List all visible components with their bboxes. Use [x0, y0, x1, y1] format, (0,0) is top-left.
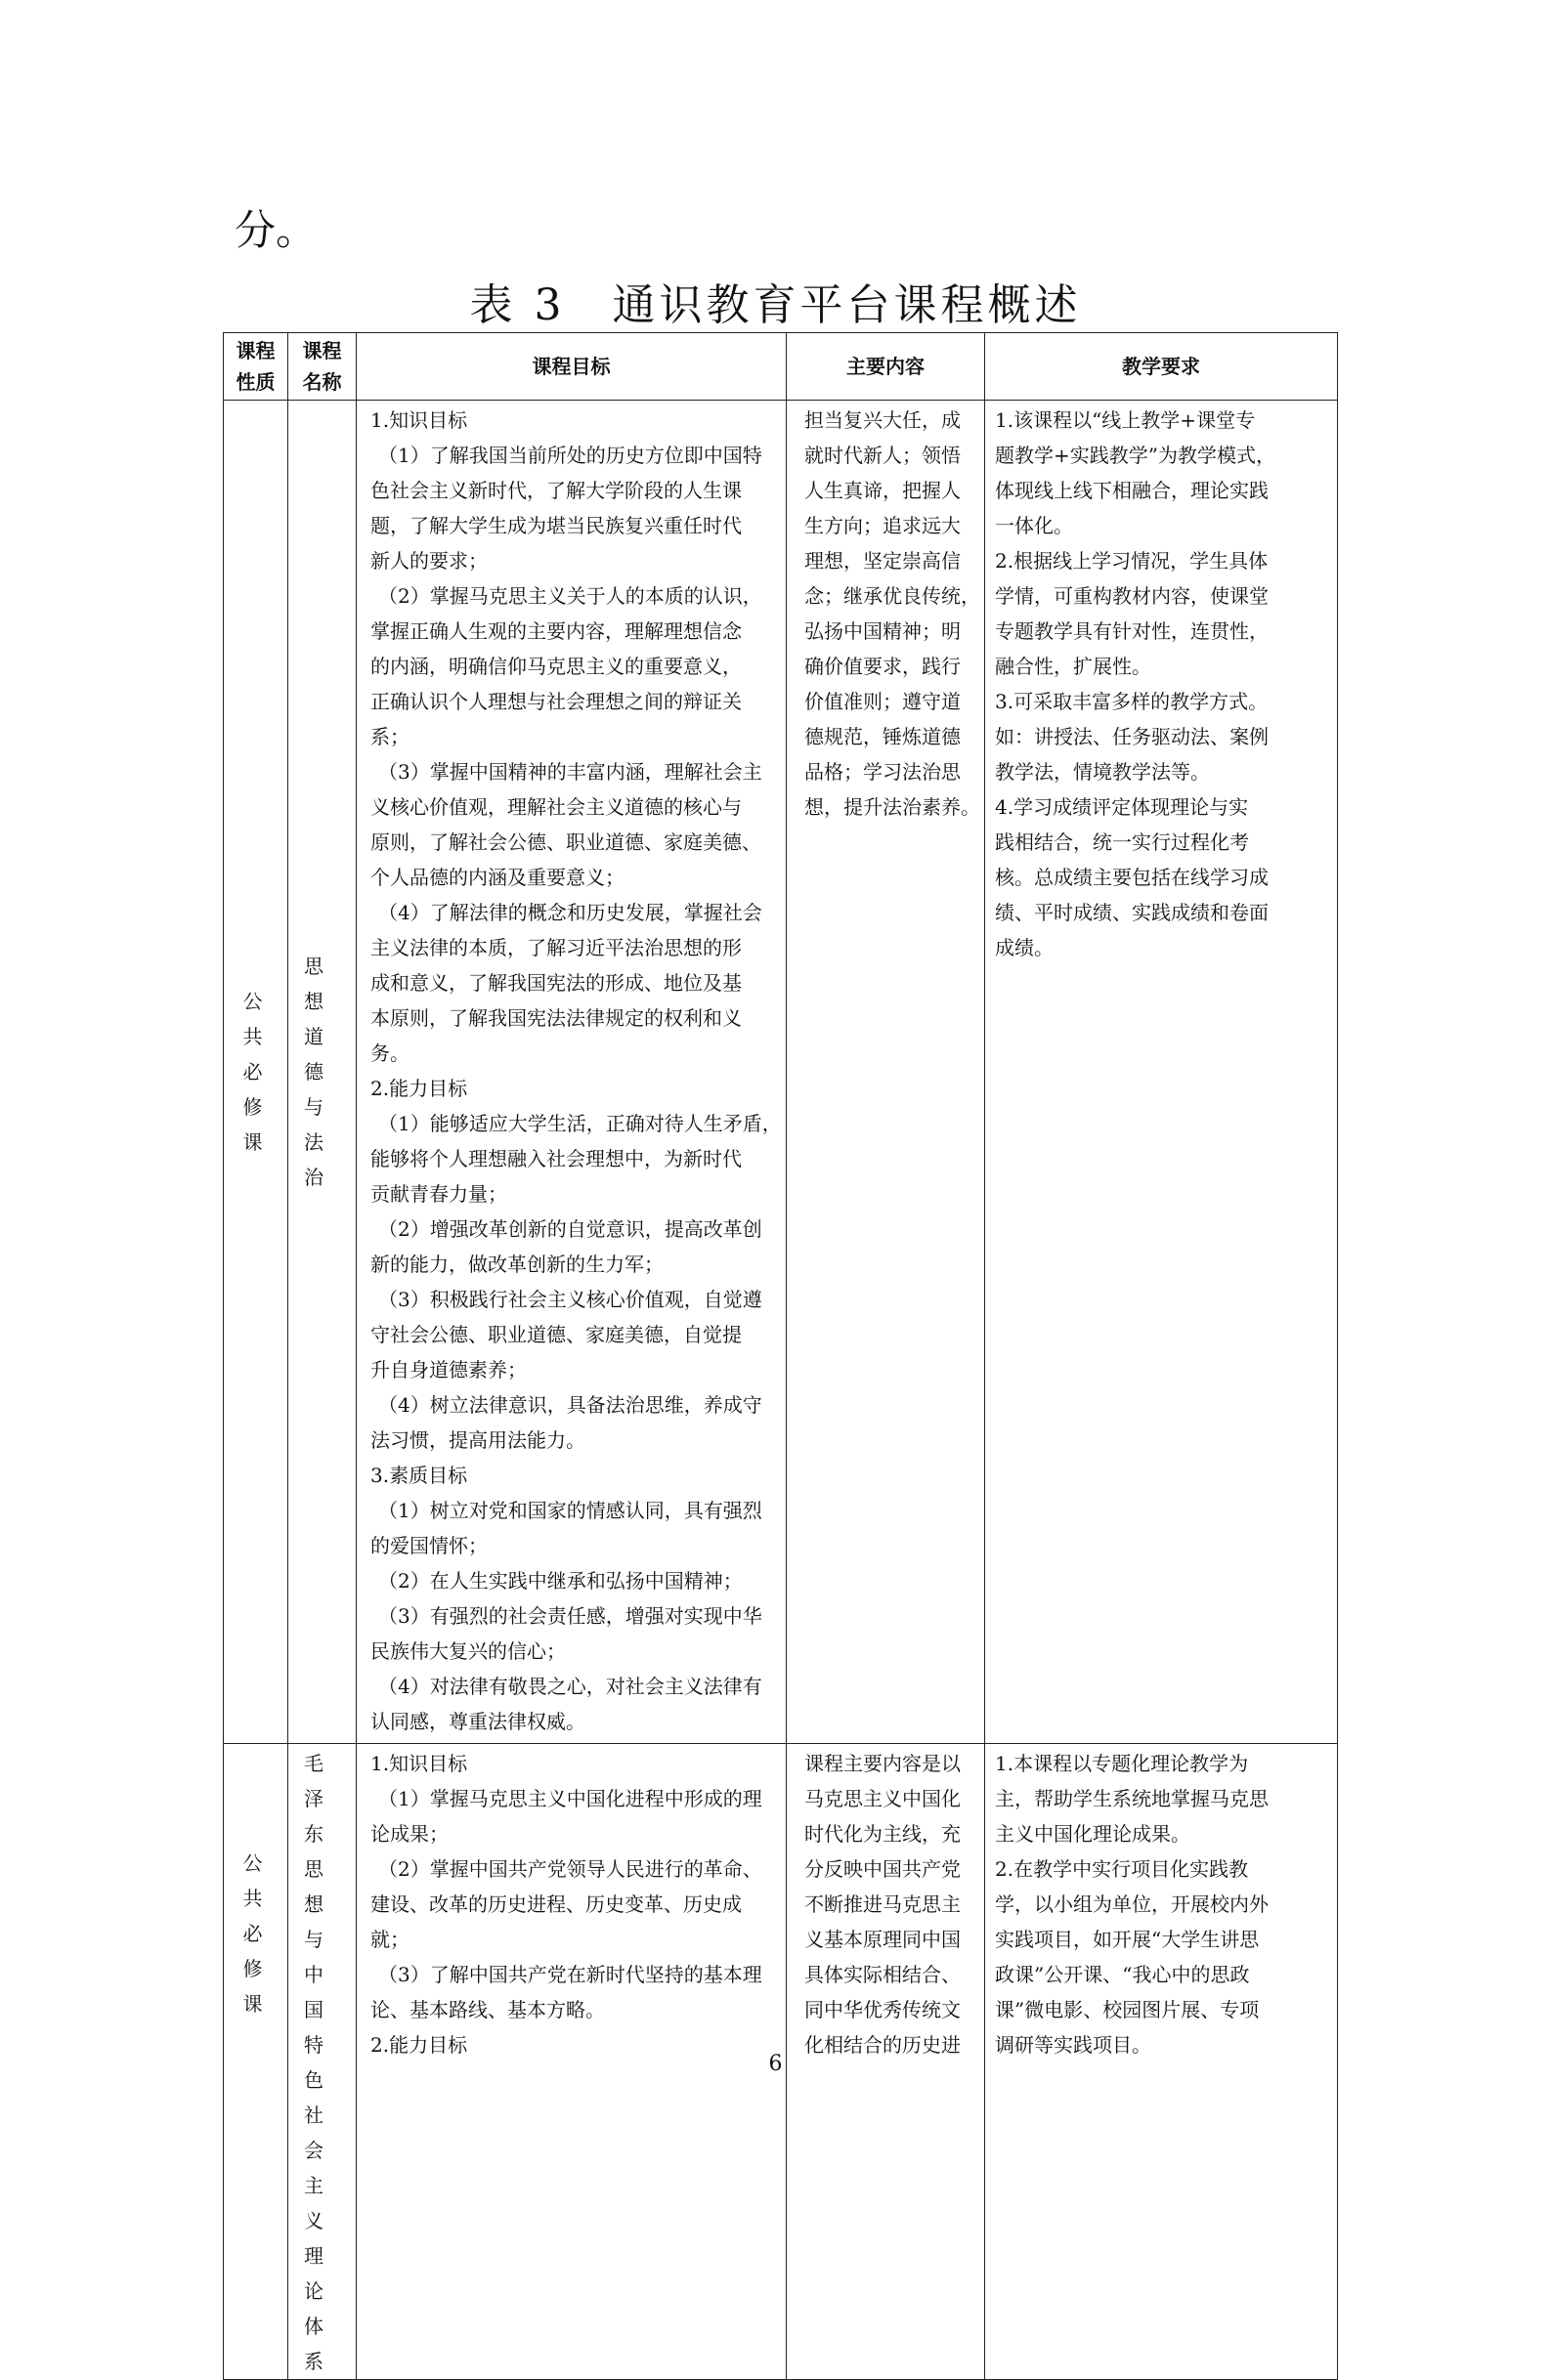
- goal-line: 论、基本路线、基本方略。: [370, 1998, 605, 2021]
- goal-line: （3）积极践行社会主义核心价值观，自觉遵: [378, 1288, 762, 1311]
- goal-line: （2）掌握马克思主义关于人的本质的认识，: [378, 584, 762, 608]
- requirement-line: 践相结合，统一实行过程化考: [995, 830, 1249, 854]
- goal-line: 1.知识目标: [370, 1752, 468, 1775]
- kind-line: 必 修: [242, 1060, 282, 1119]
- goal-line: （2）增强改革创新的自觉意识，提高改革创: [378, 1217, 762, 1241]
- name-line: 特 色: [304, 2033, 335, 2092]
- goal-line: （1）能够适应大学生活，正确对待人生矛盾，: [378, 1112, 782, 1135]
- name-line: 东 思: [304, 1822, 335, 1881]
- goal-line: 法习惯，提高用法能力。: [370, 1428, 585, 1452]
- requirement-line: 2.在教学中实行项目化实践教: [995, 1857, 1249, 1881]
- name-line: 与 法: [304, 1095, 335, 1154]
- table-header-row: [224, 333, 1338, 401]
- kind-line: 必 修: [242, 1922, 282, 1980]
- goal-line: 义核心价值观，理解社会主义道德的核心与: [370, 795, 742, 819]
- header-goals: 课程目标: [357, 333, 787, 401]
- goal-line: （4）了解法律的概念和历史发展，掌握社会: [378, 901, 762, 924]
- goal-line: 原则，了解社会公德、职业道德、家庭美德、: [370, 830, 761, 854]
- row2-kind-text: [237, 1846, 287, 2021]
- requirement-line: 政课”公开课、“我心中的思政: [995, 1963, 1250, 1986]
- content-line: 德规范，锤炼道德: [804, 725, 961, 748]
- goal-line: 2.能力目标: [370, 2033, 468, 2057]
- goal-line: 题，了解大学生成为堪当民族复兴重任时代: [370, 514, 742, 537]
- requirement-line: 题教学+实践教学”为教学模式，: [995, 444, 1275, 467]
- goal-line: 1.知识目标: [370, 408, 468, 432]
- row1-kind-text: [237, 984, 287, 1160]
- content-line: 就时代新人；领悟: [804, 444, 961, 467]
- content-line: 想，提升法治素养。: [804, 795, 980, 819]
- requirement-line: 3.可采取丰富多样的教学方式。: [995, 690, 1269, 713]
- row1-goals-cell: [357, 401, 787, 1744]
- content-line: 课程主要内容是以: [804, 1752, 961, 1775]
- content-line: 同中华优秀传统文: [804, 1998, 961, 2021]
- row1-name-text: [304, 949, 352, 1195]
- content-line: 马克思主义中国化: [804, 1787, 961, 1810]
- content-line: 价值准则；遵守道: [804, 690, 961, 713]
- row2-goals-list: [357, 1744, 786, 2066]
- kind-line: 课: [242, 1992, 282, 2016]
- name-line: 思 想: [304, 955, 335, 1013]
- goal-line: 主义法律的本质，了解习近平法治思想的形: [370, 936, 742, 959]
- content-line: 弘扬中国精神；明: [804, 619, 961, 643]
- requirement-line: 专题教学具有针对性，连贯性，: [995, 619, 1269, 643]
- header-name-text: [288, 335, 356, 398]
- name-line: 想 与: [304, 1892, 335, 1951]
- goal-line: （3）掌握中国精神的丰富内涵，理解社会主: [378, 760, 762, 784]
- goal-line: （1）掌握马克思主义中国化进程中形成的理: [378, 1787, 762, 1810]
- goal-line: （2）掌握中国共产党领导人民进行的革命、: [378, 1857, 762, 1881]
- goal-line: 个人品德的内涵及重要意义；: [370, 866, 625, 889]
- requirement-line: 主义中国化理论成果。: [995, 1822, 1190, 1846]
- goal-line: 新人的要求；: [370, 549, 488, 573]
- table-row: [224, 401, 1338, 1744]
- goal-line: 新的能力，做改革创新的生力军；: [370, 1253, 664, 1276]
- goal-line: 论成果；: [370, 1822, 449, 1846]
- header-kind: [224, 333, 288, 401]
- header-kind-line: 课程: [236, 339, 276, 362]
- requirement-line: 调研等实践项目。: [995, 2033, 1151, 2057]
- goal-line: 正确认识个人理想与社会理想之间的辩证关: [370, 690, 742, 713]
- requirement-line: 融合性，扩展性。: [995, 655, 1151, 678]
- goal-line: 系；: [370, 725, 409, 748]
- goal-line: 就；: [370, 1928, 409, 1951]
- goal-line: 认同感，尊重法律权威。: [370, 1710, 585, 1733]
- header-kind-line: 性质: [236, 370, 276, 394]
- requirement-line: 体现线上线下相融合，理论实践: [995, 479, 1269, 502]
- requirement-line: 如：讲授法、任务驱动法、案例: [995, 725, 1269, 748]
- requirement-line: 学，以小组为单位，开展校内外: [995, 1892, 1269, 1916]
- content-line: 确价值要求，践行: [804, 655, 961, 678]
- name-line: 主 义: [304, 2174, 335, 2232]
- goal-line: （2）在人生实践中继承和弘扬中国精神；: [378, 1569, 743, 1593]
- requirement-line: 课”微电影、校园图片展、专项: [995, 1998, 1260, 2021]
- row2-requirements-list: [985, 1744, 1337, 2066]
- content-line: 具体实际相结合、: [804, 1963, 961, 1986]
- goal-line: 本原则，了解我国宪法法律规定的权利和义: [370, 1006, 742, 1030]
- header-name-line: 名称: [302, 370, 342, 394]
- kind-line: 公 共: [242, 990, 282, 1048]
- content-line: 不断推进马克思主: [804, 1892, 961, 1916]
- goal-line: （1）树立对党和国家的情感认同，具有强烈: [378, 1499, 762, 1522]
- kind-line: 课: [242, 1130, 282, 1154]
- requirement-line: 核。总成绩主要包括在线学习成: [995, 866, 1269, 889]
- name-line: 社 会: [304, 2104, 335, 2162]
- goal-line: 能够将个人理想融入社会理想中，为新时代: [370, 1147, 742, 1170]
- row1-requirements-list: [985, 401, 1337, 969]
- row1-content-cell: [787, 401, 985, 1744]
- name-line: 中 国: [304, 1963, 335, 2021]
- requirement-line: 4.学习成绩评定体现理论与实: [995, 795, 1249, 819]
- row1-kind-cell: [224, 401, 288, 1744]
- goal-line: （4）对法律有敬畏之心，对社会主义法律有: [378, 1675, 762, 1698]
- requirement-line: 实践项目，如开展“大学生讲思: [995, 1928, 1260, 1951]
- goal-line: （4）树立法律意识，具备法治思维，养成守: [378, 1393, 762, 1417]
- row1-requirements-cell: [985, 401, 1338, 1744]
- requirement-line: 学情，可重构教材内容，使课堂: [995, 584, 1269, 608]
- requirement-line: 2.根据线上学习情况，学生具体: [995, 549, 1269, 573]
- header-requirements: 教学要求: [985, 333, 1338, 401]
- content-line: 理想，坚定崇高信: [804, 549, 961, 573]
- content-line: 义基本原理同中国: [804, 1928, 961, 1951]
- content-line: 人生真谛，把握人: [804, 479, 961, 502]
- requirement-line: 主，帮助学生系统地掌握马克思: [995, 1787, 1269, 1810]
- content-line: 时代化为主线，充: [804, 1822, 961, 1846]
- name-line: 道 德: [304, 1025, 335, 1084]
- goal-line: 民族伟大复兴的信心；: [370, 1639, 566, 1663]
- goal-line: 建设、改革的历史进程、历史变革、历史成: [370, 1892, 742, 1916]
- requirement-line: 绩、平时成绩、实践成绩和卷面: [995, 901, 1269, 924]
- goal-line: 的爱国情怀；: [370, 1534, 488, 1557]
- lead-text: 分。: [235, 206, 318, 254]
- requirement-line: 1.该课程以“线上教学+课堂专: [995, 408, 1256, 432]
- goal-line: （3）了解中国共产党在新时代坚持的基本理: [378, 1963, 762, 1986]
- header-kind-text: [224, 335, 287, 398]
- goal-line: 的内涵，明确信仰马克思主义的重要意义，: [370, 655, 742, 678]
- goal-line: 守社会公德、职业道德、家庭美德，自觉提: [370, 1323, 742, 1346]
- requirement-line: 1.本课程以专题化理论教学为: [995, 1752, 1249, 1775]
- page-number: 6: [768, 2052, 783, 2076]
- kind-line: 公 共: [242, 1851, 282, 1910]
- goal-line: 务。: [370, 1041, 409, 1065]
- table-caption: 表 3 通识教育平台课程概述: [469, 280, 1082, 330]
- goal-line: 3.素质目标: [370, 1464, 468, 1487]
- content-line: 分反映中国共产党: [804, 1857, 961, 1881]
- name-line: 治: [304, 1166, 335, 1189]
- row2-content-list: [787, 1744, 984, 2066]
- content-line: 念；继承优良传统，: [804, 584, 980, 608]
- name-line: 毛 泽: [304, 1752, 335, 1810]
- content-line: 品格；学习法治思: [804, 760, 961, 784]
- goal-line: 贡献青春力量；: [370, 1182, 507, 1206]
- content-line: 担当复兴大任，成: [804, 408, 961, 432]
- content-line: 化相结合的历史进: [804, 2033, 961, 2057]
- goal-line: 掌握正确人生观的主要内容，理解理想信念: [370, 619, 742, 643]
- header-name-line: 课程: [302, 339, 342, 362]
- goal-line: （3）有强烈的社会责任感，增强对实现中华: [378, 1604, 762, 1628]
- goal-line: （1）了解我国当前所处的历史方位即中国特: [378, 444, 762, 467]
- goal-line: 2.能力目标: [370, 1077, 468, 1100]
- content-line: 生方向；追求远大: [804, 514, 961, 537]
- row1-content-list: [787, 401, 984, 829]
- goal-line: 色社会主义新时代，了解大学阶段的人生课: [370, 479, 742, 502]
- goal-line: 升自身道德素养；: [370, 1358, 527, 1381]
- requirement-line: 教学法，情境教学法等。: [995, 760, 1210, 784]
- name-line: 理 论: [304, 2244, 335, 2303]
- row1-goals-list: [357, 401, 786, 1743]
- header-name: [288, 333, 357, 401]
- requirement-line: 成绩。: [995, 936, 1054, 959]
- goal-line: 成和意义，了解我国宪法的形成、地位及基: [370, 971, 742, 995]
- requirement-line: 一体化。: [995, 514, 1073, 537]
- row1-name-cell: [288, 401, 357, 1744]
- header-content: 主要内容: [787, 333, 985, 401]
- name-line: 体 系: [304, 2315, 335, 2373]
